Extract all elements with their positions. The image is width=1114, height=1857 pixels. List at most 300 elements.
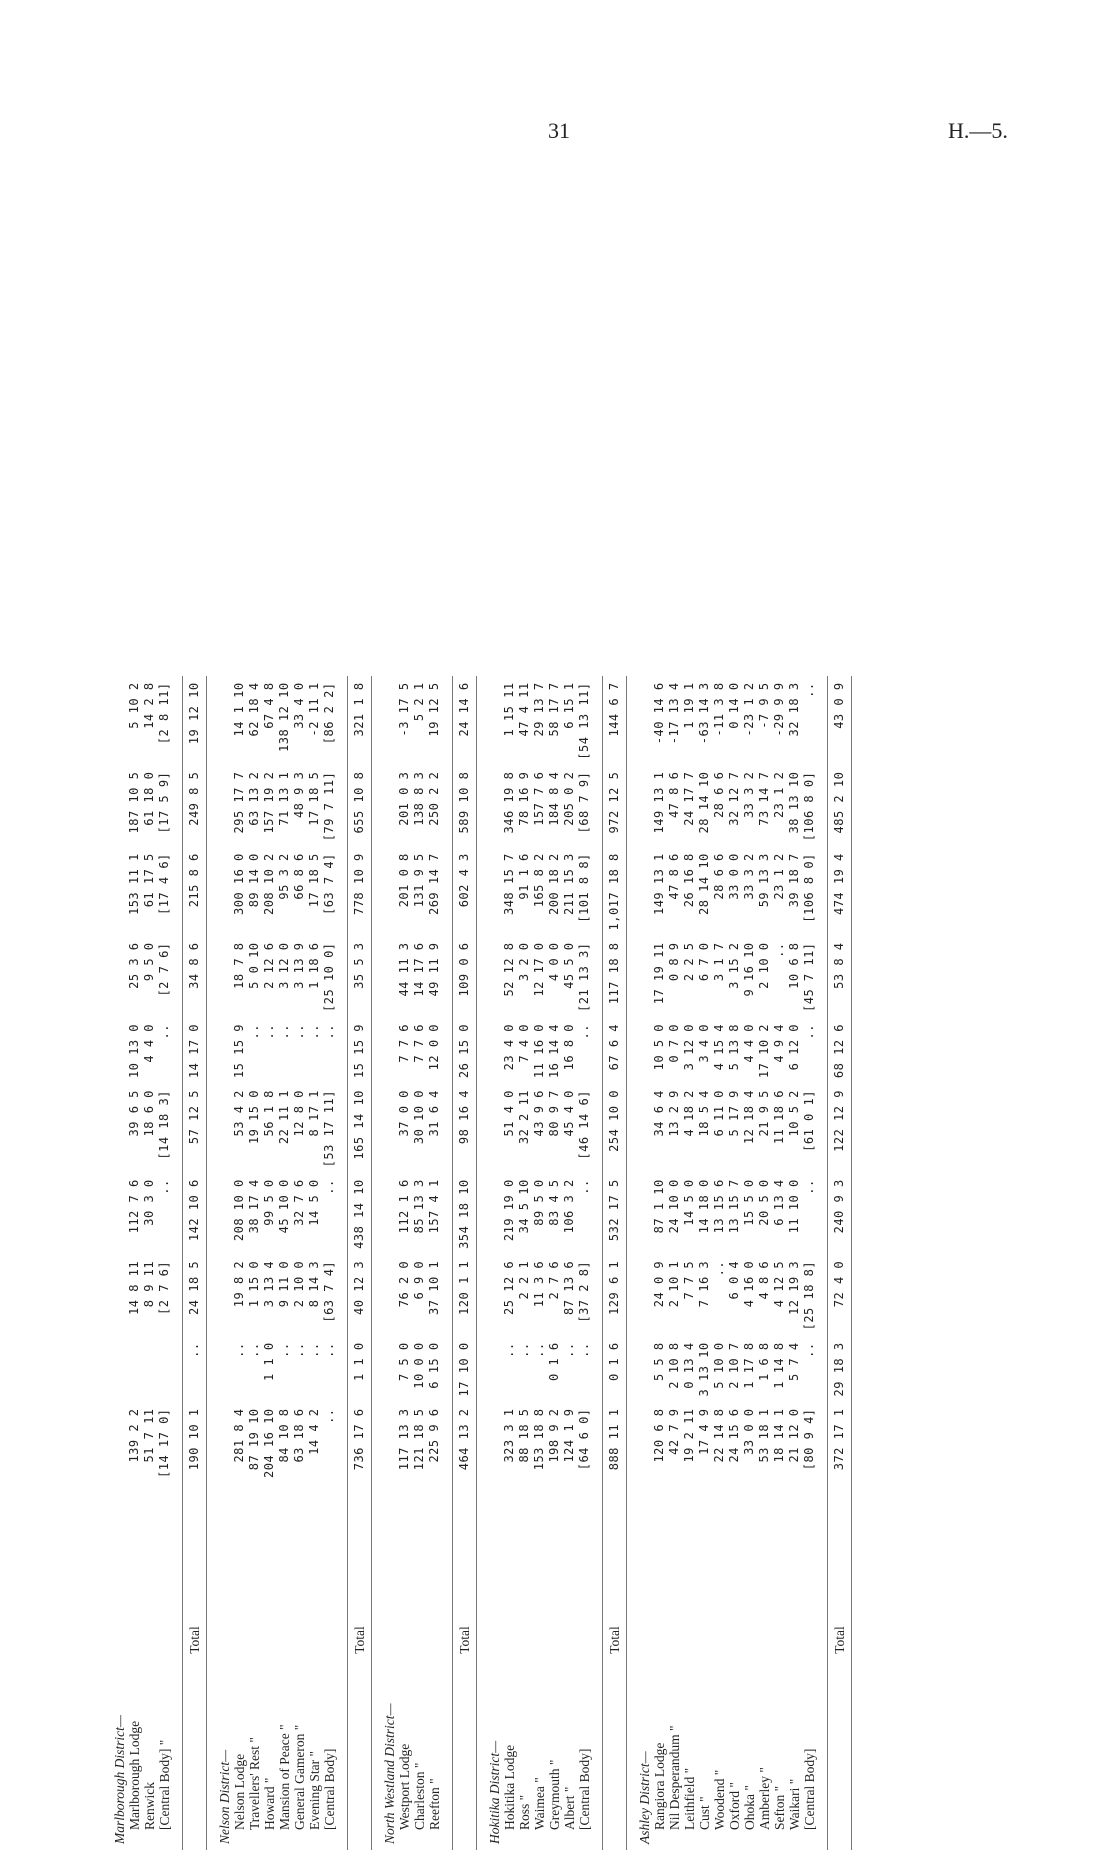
amount-cell: 14 17 6 xyxy=(412,942,426,997)
amount-cell: 1 15 11 xyxy=(502,682,516,737)
amount-cell: .. xyxy=(517,1342,531,1358)
spacer-cell xyxy=(852,1484,863,1850)
total-amount-cell: 35 5 3 xyxy=(348,936,372,1018)
amount-cell: 0 14 0 xyxy=(727,682,741,729)
empty-cell xyxy=(112,1402,127,1484)
spacer-row xyxy=(627,676,638,1850)
district-title: Hokitika District— xyxy=(487,1740,502,1844)
amount-cell: .. xyxy=(322,1408,336,1424)
total-amount-cell: 464 13 2 xyxy=(453,1402,477,1484)
amount-cell: 18 5 4 xyxy=(697,1090,711,1137)
amount-cell: 80 9 7 xyxy=(547,1090,561,1137)
total-amount-cell: 34 8 6 xyxy=(183,936,207,1018)
amount-cell: 3 13 4 xyxy=(262,1260,276,1308)
lodge-name: [Central Body] xyxy=(802,1748,817,1830)
total-amount-cell: 321 1 8 xyxy=(348,676,372,765)
amount-cell: 32 2 11 xyxy=(517,1090,531,1145)
amount-cell: 15 15 9 xyxy=(232,1024,246,1079)
district-heading-row xyxy=(487,676,502,1850)
amount-cell: 6 12 0 xyxy=(787,1024,801,1071)
table-row xyxy=(262,676,277,1850)
total-amount-cell: 17 10 0 xyxy=(453,1336,477,1402)
amount-cell: 0 8 9 xyxy=(667,942,681,982)
amount-cell: 149 13 1 xyxy=(652,771,666,834)
amount-cell: 30 3 0 xyxy=(142,1179,156,1226)
total-amount-cell: 254 10 0 xyxy=(603,1084,627,1173)
amount-cell: 14 18 0 xyxy=(697,1179,711,1234)
amount-cell: [61 0 1] xyxy=(802,1090,816,1152)
amount-cell: 89 14 0 xyxy=(247,853,261,908)
total-amount-cell: 122 12 9 xyxy=(828,1084,852,1173)
lodge-name: Ohoka " xyxy=(742,1785,757,1830)
amount-cell: 19 12 5 xyxy=(427,682,441,737)
amount-cell: 7 5 0 xyxy=(397,1342,411,1382)
amount-cell: 66 8 6 xyxy=(292,853,306,900)
amount-cell: 2 10 0 xyxy=(757,942,771,989)
amount-cell: 4 9 4 xyxy=(772,1024,786,1063)
amount-cell: 44 11 3 xyxy=(397,942,411,997)
amount-cell: 14 5 0 xyxy=(682,1179,696,1226)
empty-cell xyxy=(637,1018,652,1084)
table-row xyxy=(667,676,682,1850)
amount-cell: 3 2 0 xyxy=(517,942,531,982)
amount-cell: 4 4 0 xyxy=(142,1024,156,1063)
empty-cell xyxy=(382,1018,397,1084)
table-row xyxy=(502,676,517,1850)
amount-cell: 85 13 3 xyxy=(412,1179,426,1234)
amount-cell: 7 7 6 xyxy=(397,1024,411,1063)
empty-cell xyxy=(217,766,232,848)
amount-cell: 225 9 6 xyxy=(427,1408,441,1463)
amount-cell: 47 4 11 xyxy=(517,682,531,737)
total-label: Total xyxy=(348,1484,372,1850)
empty-cell xyxy=(382,1336,397,1402)
amount-cell: 26 16 8 xyxy=(682,853,696,908)
amount-cell: 6 7 0 xyxy=(697,942,711,982)
amount-cell: 204 16 10 xyxy=(262,1408,276,1478)
empty-cell xyxy=(112,676,127,765)
amount-cell: 22 11 1 xyxy=(277,1090,291,1145)
amount-cell: [80 9 4] xyxy=(802,1408,816,1471)
amount-cell: 12 8 0 xyxy=(292,1090,306,1137)
lodge-name: Greymouth " xyxy=(547,1759,562,1830)
district-title: Ashley District— xyxy=(637,1751,652,1844)
total-amount-cell: 532 17 5 xyxy=(603,1173,627,1255)
amount-cell: .. xyxy=(712,1260,726,1277)
amount-cell: 6 0 4 xyxy=(727,1260,741,1300)
amount-cell: 25 3 6 xyxy=(127,942,141,989)
amount-cell: .. xyxy=(232,1342,246,1358)
amount-cell: 11 16 0 xyxy=(532,1024,546,1079)
amount-cell: 4 15 4 xyxy=(712,1024,726,1071)
district-title: Nelson District— xyxy=(217,1749,232,1844)
amount-cell: 24 10 0 xyxy=(667,1179,681,1234)
amount-cell: 5 7 4 xyxy=(787,1342,801,1382)
total-row xyxy=(348,676,372,1850)
lodge-name: [Central Body] xyxy=(322,1748,337,1830)
spacer-cell xyxy=(372,1484,383,1850)
spacer-row xyxy=(372,676,383,1850)
amount-cell: -40 14 6 xyxy=(652,682,666,745)
amount-cell: 17 4 9 xyxy=(697,1408,711,1455)
total-row xyxy=(828,676,852,1850)
spacer-row xyxy=(592,676,603,1850)
empty-cell xyxy=(382,1084,397,1173)
empty-cell xyxy=(112,847,127,936)
amount-cell: 53 18 1 xyxy=(757,1408,771,1463)
amount-cell: 28 14 10 xyxy=(697,771,711,834)
empty-cell xyxy=(217,1018,232,1084)
empty-cell xyxy=(217,1173,232,1255)
amount-cell: [106 8 0] xyxy=(802,771,816,842)
total-amount-cell: 98 16 4 xyxy=(453,1084,477,1173)
amount-cell: 29 13 7 xyxy=(532,682,546,737)
amount-cell: 28 14 10 xyxy=(697,853,711,916)
amount-cell: 139 2 2 xyxy=(127,1408,141,1463)
empty-cell xyxy=(487,766,502,848)
empty-cell xyxy=(382,936,397,1018)
amount-cell: 0 1 6 xyxy=(547,1342,561,1382)
amount-cell: 2 10 8 xyxy=(667,1342,681,1389)
empty-cell xyxy=(382,1402,397,1484)
lodge-name: Evening Star " xyxy=(307,1751,322,1830)
amount-cell: 281 8 4 xyxy=(232,1408,246,1463)
total-label: Total xyxy=(453,1484,477,1850)
empty-cell xyxy=(112,1173,127,1255)
amount-cell xyxy=(157,1336,172,1402)
amount-cell: 0 7 0 xyxy=(667,1024,681,1063)
amount-cell: .. xyxy=(577,1342,591,1358)
amount-cell: 14 5 0 xyxy=(307,1179,321,1226)
amount-cell: [17 4 6] xyxy=(157,853,171,916)
amount-cell: [106 8 0] xyxy=(802,853,816,923)
amount-cell: .. xyxy=(292,1342,306,1358)
amount-cell: 2 10 0 xyxy=(292,1260,306,1308)
amount-cell: 99 5 0 xyxy=(262,1179,276,1226)
amount-cell: 11 10 0 xyxy=(787,1179,801,1234)
amount-cell: 8 17 1 xyxy=(307,1090,321,1137)
total-amount-cell: 117 18 8 xyxy=(603,936,627,1018)
total-amount-cell: 24 14 6 xyxy=(453,676,477,765)
amount-cell: 12 17 0 xyxy=(532,942,546,997)
table-row xyxy=(577,676,592,1850)
amount-cell: 138 8 3 xyxy=(412,771,426,826)
lodge-name: Howard " xyxy=(262,1777,277,1830)
amount-cell: .. xyxy=(802,682,816,698)
amount-cell: 95 3 2 xyxy=(277,853,291,900)
amount-cell: 208 10 2 xyxy=(262,853,276,916)
table-row xyxy=(787,676,802,1850)
amount-cell: [63 7 4] xyxy=(322,853,336,916)
empty-cell xyxy=(112,1336,127,1402)
amount-cell: 13 15 7 xyxy=(727,1179,741,1234)
amount-cell: 295 17 7 xyxy=(232,771,246,834)
amount-cell: 2 10 1 xyxy=(667,1260,681,1308)
amount-cell: 32 7 6 xyxy=(292,1179,306,1226)
amount-cell: 157 19 2 xyxy=(262,771,276,834)
amount-cell: 33 4 0 xyxy=(292,682,306,729)
amount-cell: [45 7 11] xyxy=(802,942,816,1012)
empty-cell xyxy=(637,1402,652,1484)
amount-cell: [64 6 0] xyxy=(577,1408,591,1471)
empty-cell xyxy=(217,1084,232,1173)
amount-cell: .. xyxy=(577,1179,591,1195)
amount-cell: 34 6 4 xyxy=(652,1090,666,1137)
lodge-name: Renwick xyxy=(142,1782,157,1830)
total-amount-cell: 67 6 4 xyxy=(603,1018,627,1084)
lodge-name: Nelson Lodge xyxy=(232,1753,247,1830)
amount-cell: 15 5 0 xyxy=(742,1179,756,1226)
amount-cell: 20 5 0 xyxy=(757,1179,771,1226)
amount-cell: -11 3 8 xyxy=(712,682,726,737)
amount-cell: 1 15 0 xyxy=(247,1260,261,1308)
amount-cell: 17 18 5 xyxy=(307,853,321,908)
amount-cell: .. xyxy=(322,1342,336,1358)
lodge-name: Travellers' Rest " xyxy=(247,1737,262,1830)
amount-cell: 24 0 9 xyxy=(652,1260,666,1308)
total-amount-cell: 215 8 6 xyxy=(183,847,207,936)
amount-cell: 87 13 6 xyxy=(562,1260,576,1315)
amount-cell: 22 14 8 xyxy=(712,1408,726,1463)
total-amount-cell: 109 0 6 xyxy=(453,936,477,1018)
amount-cell: 4 18 2 xyxy=(682,1090,696,1137)
amount-cell: 6 15 1 xyxy=(562,682,576,729)
amount-cell: 10 6 8 xyxy=(787,942,801,989)
empty-cell xyxy=(637,676,652,765)
amount-cell: 269 14 7 xyxy=(427,853,441,916)
total-label: Total xyxy=(603,1484,627,1850)
district-heading-row xyxy=(112,676,127,1850)
total-amount-cell: 972 12 5 xyxy=(603,766,627,848)
lodge-name: Hokitika Lodge xyxy=(502,1744,517,1830)
amount-cell: 45 4 0 xyxy=(562,1090,576,1137)
amount-cell: 33 0 0 xyxy=(727,853,741,900)
amount-cell: 30 10 0 xyxy=(412,1090,426,1145)
amount-cell: 49 11 9 xyxy=(427,942,441,997)
amount-cell: 89 5 0 xyxy=(532,1179,546,1226)
amount-cell: 17 10 2 xyxy=(757,1024,771,1079)
amount-cell: .. xyxy=(577,1024,591,1040)
table-row xyxy=(397,676,412,1850)
amount-cell: [79 7 11] xyxy=(322,771,336,842)
total-amount-cell: 485 2 10 xyxy=(828,766,852,848)
amount-cell: [46 14 6] xyxy=(577,1090,591,1160)
amount-cell: [54 13 11] xyxy=(577,682,591,760)
amount-cell: 201 0 3 xyxy=(397,771,411,826)
table-row xyxy=(142,676,157,1850)
total-amount-cell: 589 10 8 xyxy=(453,766,477,848)
amount-cell: 7 4 0 xyxy=(517,1024,531,1063)
amount-cell: 205 0 2 xyxy=(562,771,576,826)
district-heading-row xyxy=(637,676,652,1850)
amount-cell: 32 12 7 xyxy=(727,771,741,826)
table-row xyxy=(277,676,292,1850)
empty-cell xyxy=(637,1173,652,1255)
amount-cell: 187 10 5 xyxy=(127,771,141,834)
empty-cell xyxy=(637,936,652,1018)
spacer-row xyxy=(172,676,183,1850)
amount-cell: .. xyxy=(277,1342,291,1358)
table-row xyxy=(742,676,757,1850)
amount-cell: .. xyxy=(247,1024,261,1040)
amount-cell: 24 15 6 xyxy=(727,1408,741,1463)
total-amount-cell: 15 15 9 xyxy=(348,1018,372,1084)
total-amount-cell: 438 14 10 xyxy=(348,1173,372,1255)
spacer-cell xyxy=(627,1484,638,1850)
amount-cell: 1 19 1 xyxy=(682,682,696,729)
amount-cell: 7 7 5 xyxy=(682,1260,696,1300)
empty-cell xyxy=(217,1336,232,1402)
total-label: Total xyxy=(828,1484,852,1850)
empty-cell xyxy=(487,1173,502,1255)
empty-cell xyxy=(217,1255,232,1337)
lodge-name: Sefton " xyxy=(772,1785,787,1830)
total-amount-cell: 165 14 10 xyxy=(348,1084,372,1173)
table-row xyxy=(757,676,772,1850)
lodge-name: Oxford " xyxy=(727,1782,742,1830)
amount-cell: 39 18 7 xyxy=(787,853,801,908)
amount-cell: 63 13 2 xyxy=(247,771,261,826)
lodge-name: General Gameron " xyxy=(292,1724,307,1830)
empty-cell xyxy=(382,847,397,936)
amount-cell: 4 8 6 xyxy=(757,1260,771,1300)
amount-cell: 2 2 1 xyxy=(517,1260,531,1300)
amount-cell: 5 10 0 xyxy=(712,1342,726,1389)
spacer-cell xyxy=(817,1484,828,1850)
total-amount-cell: 53 8 4 xyxy=(828,936,852,1018)
total-amount-cell: 602 4 3 xyxy=(453,847,477,936)
amount-cell: -29 9 9 xyxy=(772,682,786,737)
amount-cell: 10 5 2 xyxy=(787,1090,801,1137)
total-row xyxy=(453,676,477,1850)
amount-cell xyxy=(127,1336,142,1402)
total-amount-cell: 190 10 1 xyxy=(183,1402,207,1484)
amount-cell: 5 5 8 xyxy=(652,1342,666,1382)
amount-cell: 71 13 1 xyxy=(277,771,291,826)
empty-cell xyxy=(637,1084,652,1173)
amount-cell: 112 7 6 xyxy=(127,1179,141,1234)
amount-cell: 28 6 6 xyxy=(712,771,726,819)
amount-cell: 61 18 0 xyxy=(142,771,156,826)
amount-cell: 9 5 0 xyxy=(142,942,156,982)
amount-cell: 10 5 0 xyxy=(652,1024,666,1071)
spacer-cell xyxy=(477,1484,488,1850)
amount-cell: 5 13 8 xyxy=(727,1024,741,1071)
total-amount-cell: 736 17 6 xyxy=(348,1402,372,1484)
total-amount-cell: 888 11 1 xyxy=(603,1402,627,1484)
amount-cell: [101 8 8] xyxy=(577,853,591,923)
total-amount-cell: 144 6 7 xyxy=(603,676,627,765)
amount-cell: 112 1 6 xyxy=(397,1179,411,1234)
amount-cell: 45 5 0 xyxy=(562,942,576,989)
district-title: Marlborough District— xyxy=(112,1715,127,1844)
total-row xyxy=(183,676,207,1850)
amount-cell: .. xyxy=(322,1179,336,1195)
amount-cell: 19 2 11 xyxy=(682,1408,696,1463)
amount-cell: .. xyxy=(562,1342,576,1358)
amount-cell: 52 12 8 xyxy=(502,942,516,997)
amount-cell: 32 18 3 xyxy=(787,682,801,737)
amount-cell: .. xyxy=(307,1342,321,1358)
amount-cell: 21 9 5 xyxy=(757,1090,771,1137)
amount-cell: 7 16 3 xyxy=(697,1260,711,1308)
district-title: North Westland District— xyxy=(382,1703,397,1844)
empty-cell xyxy=(217,936,232,1018)
total-label: Total xyxy=(183,1484,207,1850)
amount-cell: 14 8 11 xyxy=(127,1260,141,1315)
table-row xyxy=(652,676,667,1850)
amount-cell: 37 10 1 xyxy=(427,1260,441,1315)
amount-cell: 8 14 3 xyxy=(307,1260,321,1308)
table-row xyxy=(322,676,337,1850)
amount-cell: 16 14 4 xyxy=(547,1024,561,1079)
amount-cell: 45 10 0 xyxy=(277,1179,291,1234)
amount-cell: 18 14 1 xyxy=(772,1408,786,1463)
amount-cell: 6 13 4 xyxy=(772,1179,786,1226)
amount-cell: 67 4 8 xyxy=(262,682,276,729)
amount-cell: .. xyxy=(157,1179,171,1195)
lodge-name: Charleston " xyxy=(412,1762,427,1830)
amount-cell: 2 7 6 xyxy=(547,1260,561,1300)
amount-cell: .. xyxy=(532,1342,546,1358)
empty-cell xyxy=(487,1255,502,1337)
amount-cell: 42 7 9 xyxy=(667,1408,681,1455)
amount-cell: 33 3 2 xyxy=(742,853,756,900)
empty-cell xyxy=(487,676,502,765)
amount-cell: 1 6 8 xyxy=(757,1342,771,1382)
total-amount-cell: 1,017 18 8 xyxy=(603,847,627,936)
amount-cell: 21 12 0 xyxy=(787,1408,801,1463)
total-amount-cell: 43 0 9 xyxy=(828,676,852,765)
empty-cell xyxy=(487,847,502,936)
page-header xyxy=(0,118,1114,148)
amount-cell: 63 18 6 xyxy=(292,1408,306,1463)
amount-cell: 5 10 2 xyxy=(127,682,141,729)
spacer-cell xyxy=(337,1484,348,1850)
amount-cell: [14 18 3] xyxy=(157,1090,171,1160)
table-row xyxy=(547,676,562,1850)
amount-cell: 37 0 0 xyxy=(397,1090,411,1137)
amount-cell: 38 13 10 xyxy=(787,771,801,834)
amount-cell: .. xyxy=(262,1024,276,1040)
amount-cell: 78 16 9 xyxy=(517,771,531,826)
amount-cell: 1 18 6 xyxy=(307,942,321,989)
empty-cell xyxy=(487,1402,502,1484)
total-amount-cell: 249 8 5 xyxy=(183,766,207,848)
amount-cell: 6 11 0 xyxy=(712,1090,726,1137)
amount-cell: 47 8 6 xyxy=(667,771,681,819)
table-row xyxy=(802,676,817,1850)
amount-cell: 4 16 0 xyxy=(742,1260,756,1308)
amount-cell: [17 5 9] xyxy=(157,771,171,834)
district-finance-table xyxy=(112,676,862,1850)
table-row xyxy=(697,676,712,1850)
amount-cell: 16 8 0 xyxy=(562,1024,576,1071)
empty-cell xyxy=(487,1084,502,1173)
empty-cell xyxy=(487,1018,502,1084)
spacer-cell xyxy=(592,1484,603,1850)
amount-cell: 14 4 2 xyxy=(307,1408,321,1455)
amount-cell: [63 7 4] xyxy=(322,1260,336,1323)
empty-cell xyxy=(112,1255,127,1337)
page-number: 31 xyxy=(548,118,570,143)
amount-cell: 323 3 1 xyxy=(502,1408,516,1463)
lodge-name: Waikari " xyxy=(787,1778,802,1830)
amount-cell: 17 19 11 xyxy=(652,942,666,1005)
spacer-row xyxy=(817,676,828,1850)
amount-cell: 14 1 10 xyxy=(232,682,246,737)
amount-cell: 10 13 0 xyxy=(127,1024,141,1079)
